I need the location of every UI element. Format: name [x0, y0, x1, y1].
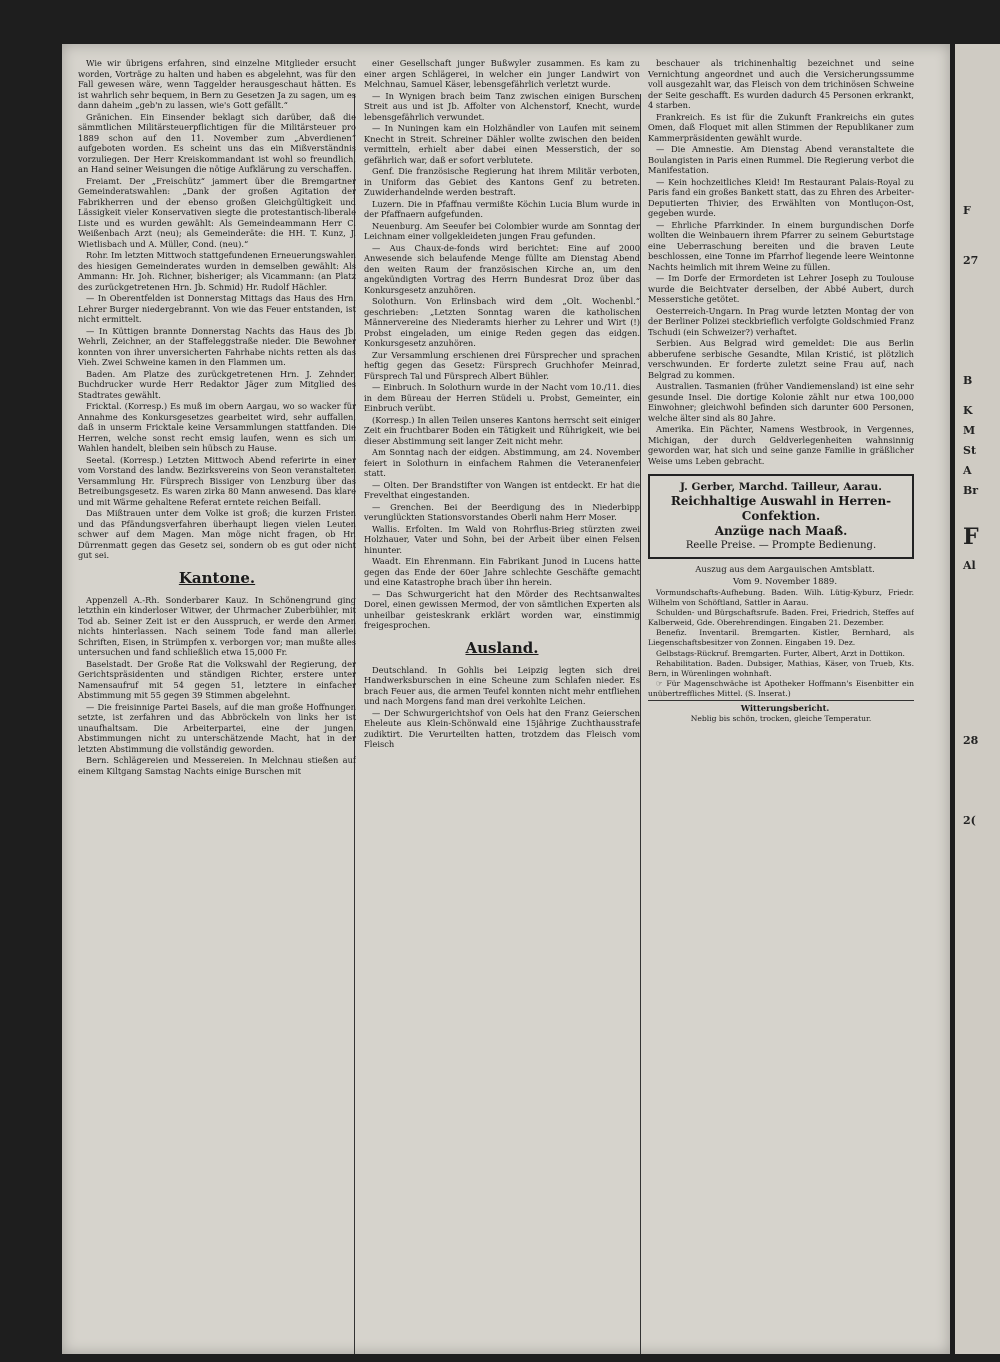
article-paragraph: Baselstadt. Der Große Rat die Volkswahl der Regierung, der Gerichtspräsidenten und ständigen Richter, erstere unter Namensaufruf mit 54 gegen 51, letztere in einfacher Abstimmung mit 55 gegen 39 Stimmen abgelehnt. [78, 658, 356, 700]
article-paragraph: Das Mißtrauen unter dem Volke ist groß; die kurzen Fristen und das Pfändungsverfahren überhaupt liegen vielen Leuten schwer auf dem Magen. Man möge nicht fragen, ob Hr. Dürrenmatt gegen das Gesetz sei, sondern ob es gut oder nicht gut sei. [78, 508, 356, 560]
article-paragraph: Frankreich. Es ist für die Zukunft Frankreichs ein gutes Omen, daß Floquet mit allen Stimmen der Republikaner zum Kammerpräsidenten gewählt wurde. [648, 111, 914, 143]
article-paragraph: — Die Amnestie. Am Dienstag Abend veranstaltete die Boulangisten in Paris einen Rummel. Die Regierung verbot die Manifestation. [648, 144, 914, 175]
article-paragraph: Australien. Tasmanien (früher Vandiemensland) ist eine sehr gesunde Insel. Die dortige Kolonie zählt nur etwa 100,000 Einwohner; gleichwohl befinden sich darunter 600 Personen, welche älter sind als 80 Jahre. [648, 381, 914, 423]
article-paragraph: — In Wynigen brach beim Tanz zwischen einigen Burschen Streit aus und ist Jb. Affolter von Alchenstorf, Knecht, wurde lebensgefährlich verwundet. [364, 90, 640, 122]
tailor-advertisement [648, 474, 914, 559]
article-paragraph: Wallis. Erfolten. Im Wald von Rohrflus-Brieg stürzten zwei Holzhauer, Vater und Sohn, bei der Arbeit über einen Felsen hinunter. [364, 523, 640, 555]
article-paragraph: Fricktal. (Korresp.) Es muß im obern Aargau, wo so wacker für Annahme des Konkursgesetzes gearbeitet wird, sehr auffallen, daß in unserm Fricktale keine Versammlungen stattfanden. Die Herren, welche sonst recht emsig laufen, wenn es sich um Wahlen handelt, bleiben sein hübsch zu Hause. [78, 401, 356, 453]
article-paragraph: beschauer als trichinenhaltig bezeichnet und seine Vernichtung angeordnet und auch die Versicherungssumme voll ausgezahlt war, das Fleisch von dem trichinösen Schweine der Seite geschafft. Es wurden dadurch 45 Personen erkrankt, 4 starben. [648, 58, 914, 110]
article-paragraph: Wie wir übrigens erfahren, sind einzelne Mitglieder ersucht worden, Vorträge zu halten und haben es abgelehnt, was für den Fall gewesen wäre, wenn Taggelder herausgeschaut hätten. Es ist wahrlich sehr bequem, in Bern zu Gesetzen Ja zu sagen, um es dann daheim „geb'n zu lassen, wie's Gott gefällt.“ [78, 58, 356, 110]
edge-fragment: 27 [963, 254, 979, 267]
article-paragraph: — In Nuningen kam ein Holzhändler von Laufen mit seinem Knecht in Streit. Schreiner Dähler wollte zwischen den beiden vermitteln, erhielt aber dabei einen Messerstich, der so gefährlich war, daß er sofort verblutete. [364, 123, 640, 165]
amtsblatt-entry: Rehabilitation. Baden. Dubsiger, Mathias, Käser, von Trueb, Kts. Bern, in Würenlingen wohnhaft. [648, 659, 914, 678]
amtsblatt-date: Vom 9. November 1889. [732, 576, 838, 587]
section-heading-ausland: Ausland. [465, 638, 539, 657]
article-paragraph: Oesterreich-Ungarn. In Prag wurde letzten Montag der von der Berliner Polizei steckbrieflich verfolgte Goldschmied Franz Tschudi (ein Schweizer?) verhaftet. [648, 305, 914, 337]
article-paragraph: Waadt. Ein Ehrenmann. Ein Fabrikant Junod in Lucens hatte gegen das Ende der 60er Jahre schlechte Geschäfte gemacht und eine Katastrophe brach über ihn herein. [364, 556, 640, 587]
article-paragraph: — Aus Chaux-de-fonds wird berichtet: Eine auf 2000 Anwesende sich belaufende Menge füllte am Dienstag Abend den weiten Raum der französischen Kirche an, um den angekündigten Vortrag des Herrn Bundesrat Droz über das Konkursgesetz anzuhören. [364, 242, 640, 295]
edge-fragment: 28 [963, 734, 979, 747]
adjacent-page-edge [955, 44, 1000, 1354]
article-paragraph: Solothurn. Von Erlinsbach wird dem „Olt. Wochenbl.“ geschrieben: „Letzten Sonntag waren die katholischen Männervereine des Niederamts hierher zu Lehrer und Wirt (!) Probst eingeladen, um einige Reden gegen das eidgen. Konkursgesetz anzuhören. [364, 296, 640, 348]
article-paragraph: (Korresp.) In allen Teilen unseres Kantons herrscht seit einiger Zeit ein fruchtbarer Boden ein Tätigkeit und Rührigkeit, wie bei dieser Abstimmung seit langer Zeit nicht mehr. [364, 414, 640, 446]
article-paragraph: Appenzell A.-Rh. Sonderbarer Kauz. In Schönengrund ging letzthin ein kinderloser Witwer, der Uhrmacher Zuberbühler, mit Tod ab. Seiner Zeit ist er den Ausspruch, er werde den Armen nichts hinterlassen. Nach seinem Tode fand man allerlei Schriften, Eisen, in Strümpfen x. verborgen vor; man mußte alles untersuchen und fand schließlich etwa 15,000 Fr. [78, 594, 356, 657]
article-paragraph: Neuenburg. Am Seeufer bei Colombier wurde am Sonntag der Leichnam einer vollgekleideten jungen Frau gefunden. [364, 220, 640, 241]
column-1 [78, 58, 356, 1348]
article-paragraph: Baden. Am Platze des zurückgetretenen Hrn. J. Zehnder, Buchdrucker wurde Herr Redaktor Jäger zum Mitglied des Stadtrates gewählt. [78, 368, 356, 400]
ad-headline: Reichhaltige Auswahl in Herren-Confektion. [670, 494, 892, 523]
edge-fragment: B [963, 374, 973, 387]
weather-report-title: Witterungsbericht. [648, 700, 914, 714]
article-paragraph: Genf. Die französische Regierung hat ihrem Militär verboten, in Uniform das Gebiet des Kantons Genf zu betreten. Zuwiderhandelnde werden bestraft. [364, 166, 640, 197]
article-paragraph: Gränichen. Ein Einsender beklagt sich darüber, daß die sämmtlichen Militärsteuerpflichtigen für die Militärsteuer pro 1889 schon auf den 11. November zum „Abverdienen“ aufgeboten worden. Es scheint uns das ein Mißverständnis vorzuliegen. Der Herr Kreiskommandant ist wohl so freundlich, an Hand seiner Weisungen die nötige Aufklärung zu verschaffen. [78, 111, 356, 174]
article-paragraph: — Einbruch. In Solothurn wurde in der Nacht vom 10./11. dies in dem Büreau der Herren Stüdeli u. Probst, Gemeinter, ein Einbruch verübt. [364, 382, 640, 413]
article-paragraph: Seetal. (Korresp.) Letzten Mittwoch Abend referirte in einer vom Vorstand des landw. Bezirksvereins von Seon veranstalteten Versammlung Hr. Fürsprech Bissiger von Lenzburg über das Betreibungsgesetz. Es waren zirka 80 Mann anwesend. Das klare und mit Wärme gehaltene Referat erntete reichen Beifall. [78, 454, 356, 507]
weather-report-text: Neblig bis schön, trocken, gleiche Temperatur. [690, 714, 872, 724]
column-2 [364, 58, 640, 1348]
article-paragraph: — In Oberentfelden ist Donnerstag Mittags das Haus des Hrn. Lehrer Burger niedergebrannt. Von wie das Feuer entstanden, ist nicht ermittelt. [78, 293, 356, 324]
section-heading-kantone: Kantone. [178, 568, 256, 587]
edge-fragment: Br [963, 484, 979, 497]
column-divider [640, 94, 641, 1354]
article-paragraph: Zur Versammlung erschienen drei Fürsprecher und sprachen heftig gegen das Gesetz: Fürsprech Gruchhofer Meinrad, Fürsprech Tal und Fürsprech Albert Bühler. [364, 349, 640, 381]
column-3 [648, 58, 914, 1348]
edge-fragment: St [963, 444, 977, 457]
amtsblatt-entry: Schulden- und Bürgschaftsrufe. Baden. Frei, Friedrich, Steffes auf Kalberweid, Gde. Oberehrendingen. Eingaben 21. Dezember. [648, 608, 914, 627]
edge-fragment: Al [963, 559, 976, 572]
article-paragraph: — Ehrliche Pfarrkinder. In einem burgundischen Dorfe wollten die Weinbauern ihrem Pfarrer zu seinem Geburtstage eine Ueberraschung bereiten und die braven Leute beschlossen, eine Tonne im Pfarrhof liegende leere Weintonne Nachts heimlich mit ihrem Weine zu füllen. [648, 219, 914, 272]
article-paragraph: — Das Schwurgericht hat den Mörder des Rechtsanwaltes Dorel, einen gewissen Mermod, der von sämtlichen Experten als unheilbar geisteskrank erklärt worden war, einstimmig freigesprochen. [364, 588, 640, 630]
ad-tagline: Reelle Preise. — Prompte Bedienung. [685, 540, 877, 551]
article-paragraph: Rohr. Im letzten Mittwoch stattgefundenen Erneuerungswahlen des hiesigen Gemeinderates wurden in demselben gewählt: Als Ammann: Hr. Joh. Richner, bisheriger; als Vicammann: (an Platz des zurückgetretenen Hrn. Jb. Schmid) Hr. Rudolf Hächler. [78, 250, 356, 292]
amtsblatt-title: Auszug aus dem Aargauischen Amtsblatt. [695, 565, 875, 575]
ad-subheadline: Anzüge nach Maaß. [714, 524, 848, 538]
article-paragraph: Amerika. Ein Pächter, Namens Westbrook, in Vergennes, Michigan, der durch Geldverlegenheiten wahnsinnig geworden war, hat sich und seine ganze Familie in gräßlicher Weise ums Leben gebracht. [648, 424, 914, 466]
article-paragraph: Serbien. Aus Belgrad wird gemeldet: Die aus Berlin abberufene serbische Gesandte, Milan Kristić, ist plötzlich verschwunden. Er forderte zuletzt seine Frau auf, nach Belgrad zu kommen. [648, 338, 914, 380]
edge-fragment: F [963, 524, 979, 550]
edge-fragment: A [963, 464, 972, 477]
ad-address: J. Gerber, Marchd. Tailleur, Aarau. [680, 481, 882, 493]
edge-fragment: F [963, 204, 971, 217]
article-paragraph: — Olten. Der Brandstifter von Wangen ist entdeckt. Er hat die Frevelthat eingestanden. [364, 479, 640, 500]
amtsblatt-entry: Benefiz. Inventaril. Bremgarten. Kistler, Bernhard, als Liegenschaftsbesitzer von Zonnen. Eingaben 19. Dez. [648, 628, 914, 647]
edge-fragment: M [963, 424, 976, 437]
article-paragraph: — In Küttigen brannte Donnerstag Nachts das Haus des Jb. Wehrli, Zeichner, an der Staffeleggstraße nieder. Die Bewohner konnten von ihrer unversicherten Fahrhabe nichts retten als das Vieh. Zwei Schweine kamen in den Flammen um. [78, 325, 356, 367]
article-paragraph: Bern. Schlägereien und Messereien. In Melchnau stießen auf einem Kiltgang Samstag Nachts einige Burschen mit [78, 755, 356, 776]
amtsblatt-entry: Gelbstags-Rückruf. Bremgarten. Furter, Albert, Arzt in Dottikon. [656, 648, 905, 658]
article-paragraph: — Die freisinnige Partei Basels, auf die man große Hoffnungen setzte, ist zerfahren und das Abbröckeln von links her ist unaufhaltsam. Die Arbeiterpartei, eine der jungen, Abstimmungen nicht zu unterschätzende Macht, hat in der letzten Abstimmung die vollständig geworden. [78, 701, 356, 754]
amtsblatt-entry: ☞ Für Magenschwäche ist Apotheker Hoffmann's Eisenbitter ein unübertreffliches Mittel. (S. Inserat.) [648, 679, 914, 698]
article-paragraph: — Im Dorfe der Ermordeten ist Lehrer Joseph zu Toulouse wurde die Beichtvater derselben, der Abbé Aubert, durch Messerstiche getötet. [648, 273, 914, 304]
article-paragraph: Deutschland. In Gohlis bei Leipzig legten sich drei Handwerksburschen in eine Scheune zum Schlafen nieder. Es brach Feuer aus, die armen Teufel konnten nicht mehr entfliehen und nach Morgens fand man drei verkohlte Leichen. [364, 664, 640, 706]
article-paragraph: Luzern. Die in Pfaffnau vermißte Köchin Lucia Blum wurde in der Pfaffnaern aufgefunden. [364, 198, 640, 219]
article-paragraph: — Grenchen. Bei der Beerdigung des in Niederbipp verunglückten Stationsvorstandes Oberli nahm Herr Moser. [364, 501, 640, 522]
article-paragraph: Am Sonntag nach der eidgen. Abstimmung, am 24. November feiert in Solothurn in einfachem Rahmen die Veteranenfeier statt. [364, 447, 640, 478]
article-paragraph: einer Gesellschaft junger Bußwyler zusammen. Es kam zu einer argen Schlägerei, in welcher ein junger Landwirt von Melchnau, Samuel Käser, lebensgefährlich verletzt wurde. [364, 58, 640, 89]
article-paragraph: — Kein hochzeitliches Kleid! Im Restaurant Palais-Royal zu Paris fand ein großes Bankett statt, das zu Ehren des Arbeiter-Deputierten Thivier, des Erwählten von Montluçon-Ost, gegeben wurde. [648, 176, 914, 218]
amtsblatt-entry: Vormundschafts-Aufhebung. Baden. Wilh. Lütig-Kyburz, Friedr. Wilhelm von Schöftland, Sattler in Aarau. [648, 588, 914, 607]
edge-fragment: K [963, 404, 973, 417]
article-paragraph: — Der Schwurgerichtshof von Oels hat den Franz Geierschen Eheleute aus Klein-Schönwald eine 15jährige Zuchthausstrafe zudiktirt. Die Verurteilten hatten, trotzdem das Fleisch vom Fleisch [364, 707, 640, 749]
edge-fragment: 2( [963, 814, 976, 827]
article-paragraph: Freiamt. Der „Freischütz“ jammert über die Bremgartner Gemeinderatswahlen: „Dank der großen Agitation der Fabrikherren und der ebenso großen Gleichgültigkeit und Lässigkeit vieler Konservativen siegte die protestantisch-liberale Liste und es wurden gewählt: Als Gemeindeammann Herr C. Weißenbach Arzt (neu); als Gemeinderäte: die HH. T. Kunz, J. Wietlisbach und A. Müller, Cond. (neu).“ [78, 175, 356, 249]
